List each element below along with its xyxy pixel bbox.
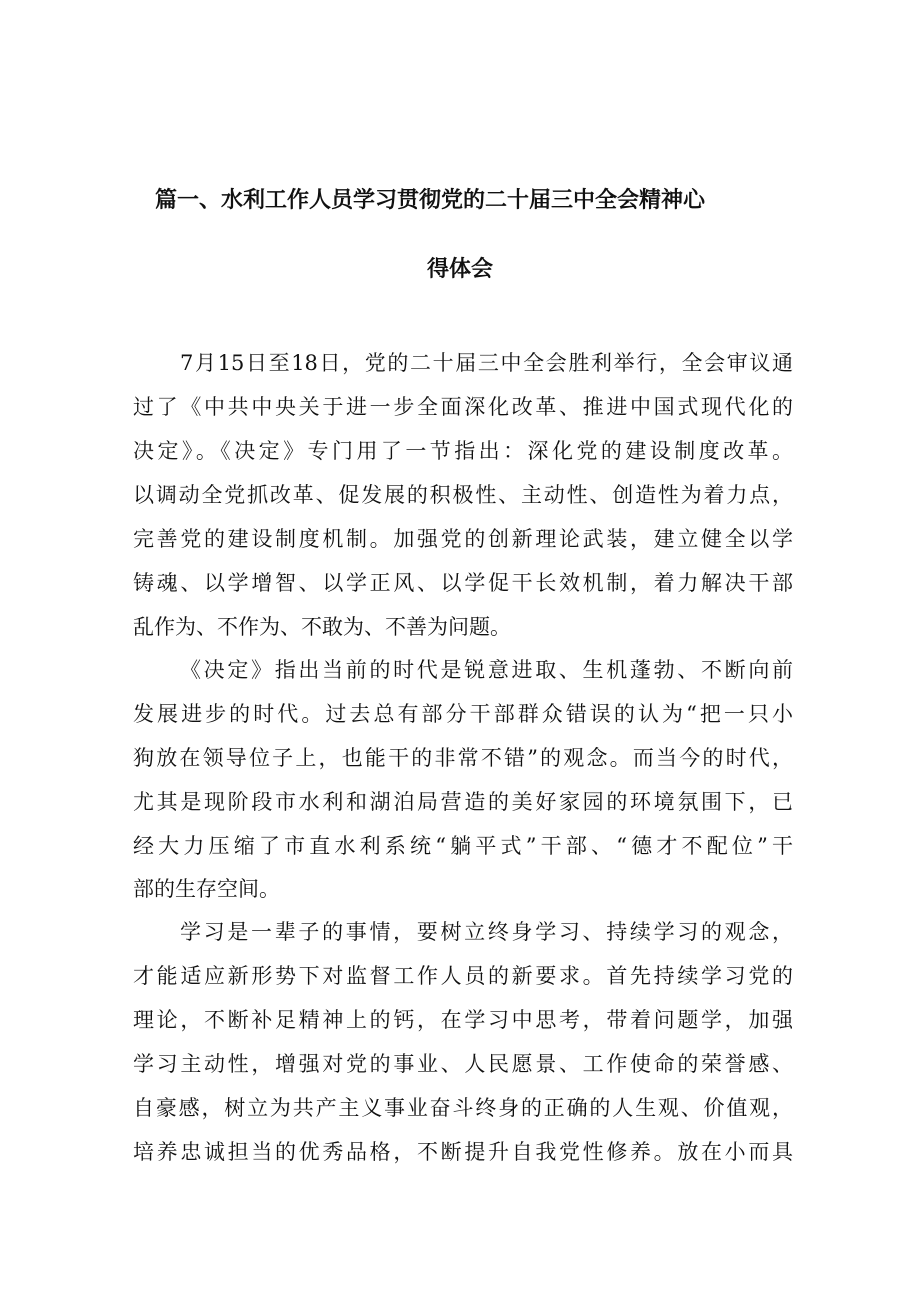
paragraph-1-line-5: 完善党的建设制度机制。加强党的创新理论武装，建立健全以学: [133, 527, 793, 551]
paragraph-2-line-2: 发展进步的时代。过去总有部分干部群众错误的认为“把一只小: [133, 702, 793, 726]
paragraph-2-line-6: 部的生存空间。: [133, 877, 280, 901]
paragraph-1-line-1: 7月15日至18日，党的二十届三中全会胜利举行，全会审议通: [180, 351, 793, 375]
paragraph-2-line-5: 经大力压缩了市直水利系统“躺平式”干部、“德才不配位”干: [133, 834, 793, 858]
paragraph-1-line-6: 铸魂、以学增智、以学正风、以学促干长效机制，着力解决干部: [133, 571, 793, 595]
paragraph-3-line-1: 学习是一辈子的事情，要树立终身学习、持续学习的观念，: [180, 920, 793, 944]
paragraph-2-line-4: 尤其是现阶段市水利和湖泊局营造的美好家园的环境氛围下，已: [133, 790, 793, 814]
paragraph-1-line-3: 决定》。《决定》专门用了一节指出：深化党的建设制度改革。: [133, 439, 793, 463]
paragraph-2-line-1: 《决定》指出当前的时代是锐意进取、生机蓬勃、不断向前: [180, 658, 793, 682]
paragraph-3-line-2: 才能适应新形势下对监督工作人员的新要求。首先持续学习党的: [133, 964, 793, 988]
paragraph-1-line-7: 乱作为、不作为、不敢为、不善为问题。: [133, 615, 511, 639]
paragraph-3-line-3: 理论，不断补足精神上的钙，在学习中思考，带着问题学，加强: [133, 1008, 793, 1032]
document-title-line-1: 篇一、水利工作人员学习贯彻党的二十届三中全会精神心: [154, 188, 705, 213]
paragraph-1-line-2: 过了《中共中央关于进一步全面深化改革、推进中国式现代化的: [133, 395, 793, 419]
paragraph-3-line-6: 培养忠诚担当的优秀品格，不断提升自我党性修养。放在小而具: [133, 1140, 793, 1164]
paragraph-3-line-4: 学习主动性，增强对党的事业、人民愿景、工作使命的荣誉感、: [133, 1052, 793, 1076]
paragraph-2-line-3: 狗放在领导位子上，也能干的非常不错”的观念。而当今的时代，: [133, 746, 793, 770]
paragraph-1-line-4: 以调动全党抓改革、促发展的积极性、主动性、创造性为着力点，: [133, 483, 793, 507]
document-title-line-2: 得体会: [426, 257, 493, 282]
paragraph-3-line-5: 自豪感，树立为共产主义事业奋斗终身的正确的人生观、价值观，: [133, 1096, 793, 1120]
